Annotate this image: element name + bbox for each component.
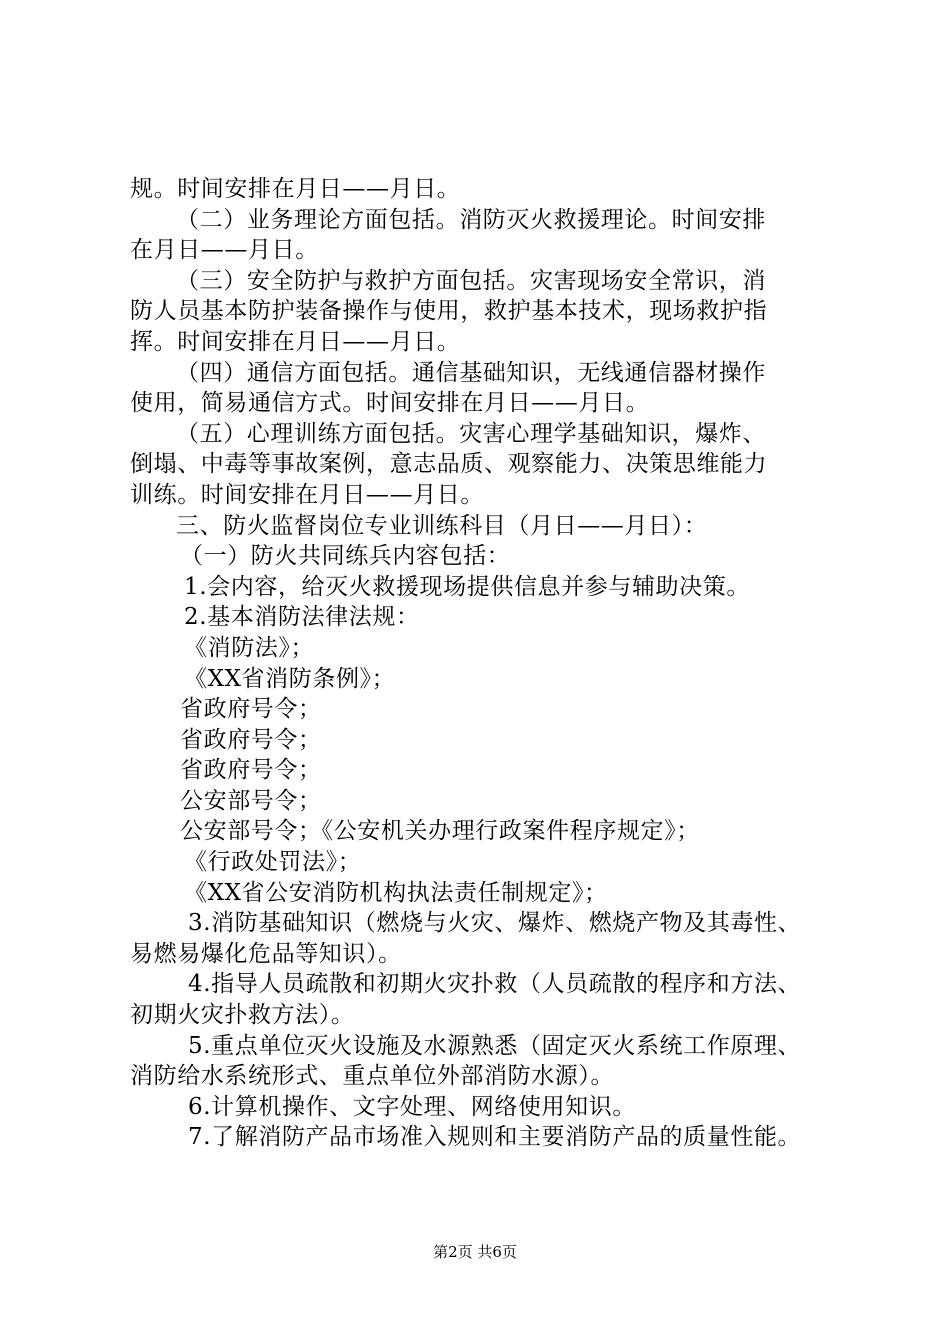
text-line: 防人员基本防护装备操作与使用，救护基本技术，现场救护指	[130, 298, 768, 325]
list-item: 2.基本消防法律法规：	[184, 604, 420, 631]
text-line: 挥。时间安排在月日——月日。	[130, 328, 461, 355]
law-item: 《XX省消防条例》；	[184, 665, 396, 692]
law-item: 《行政处罚法》；	[184, 849, 362, 876]
text-line: （二）业务理论方面包括。消防灭火救援理论。时间安排	[176, 206, 766, 233]
list-item: 4.指导人员疏散和初期火灾扑救（人员疏散的程序和方法、	[188, 971, 802, 998]
list-item: 6.计算机操作、文字处理、网络使用知识。	[188, 1093, 636, 1120]
list-item: 7.了解消防产品市场准入规则和主要消防产品的质量性能。	[188, 1124, 802, 1151]
law-item: 省政府号令；	[180, 757, 322, 784]
text-line: 倒塌、中毒等事故案例，意志品质、观察能力、决策思维能力	[130, 451, 768, 478]
text-line: 初期火灾扑救方法）。	[130, 1002, 355, 1029]
law-item: 公安部号令；《公安机关办理行政案件程序规定》；	[180, 818, 700, 845]
law-item: 省政府号令；	[180, 696, 322, 723]
text-line: 消防给水系统形式、重点单位外部消防水源）。	[130, 1063, 615, 1090]
document-body	[130, 174, 835, 1153]
text-line: （三）安全防护与救护方面包括。灾害现场安全常识，消	[176, 267, 766, 294]
subsection-heading: （一）防火共同练兵内容包括：	[180, 543, 511, 570]
text-line: 在月日——月日。	[130, 237, 319, 264]
law-item: 公安部号令；	[180, 787, 322, 814]
text-line: 易燃易爆化危品等知识）。	[130, 940, 402, 967]
law-item: 《XX省公安消防机构执法责任制规定》；	[184, 879, 608, 906]
list-item: 3.消防基础知识（燃烧与火灾、爆炸、燃烧产物及其毒性、	[188, 910, 802, 937]
law-item: 《消防法》；	[184, 634, 315, 661]
text-line: 训练。时间安排在月日——月日。	[130, 481, 484, 508]
list-item: 5.重点单位灭火设施及水源熟悉（固定灭火系统工作原理、	[188, 1032, 802, 1059]
text-line: 使用，简易通信方式。时间安排在月日——月日。	[130, 390, 650, 417]
section-heading: 三、防火监督岗位专业训练科目（月日——月日）：	[176, 512, 708, 539]
law-item: 省政府号令；	[180, 726, 322, 753]
text-line: 规。时间安排在月日——月日。	[130, 176, 461, 202]
page-footer: 第2页 共6页	[433, 1243, 517, 1261]
text-line: （四）通信方面包括。通信基础知识，无线通信器材操作	[176, 359, 766, 386]
text-line: （五）心理训练方面包括。灾害心理学基础知识，爆炸、	[176, 420, 766, 447]
list-item: 1.会内容，给灭火救援现场提供信息并参与辅助决策。	[184, 573, 750, 600]
